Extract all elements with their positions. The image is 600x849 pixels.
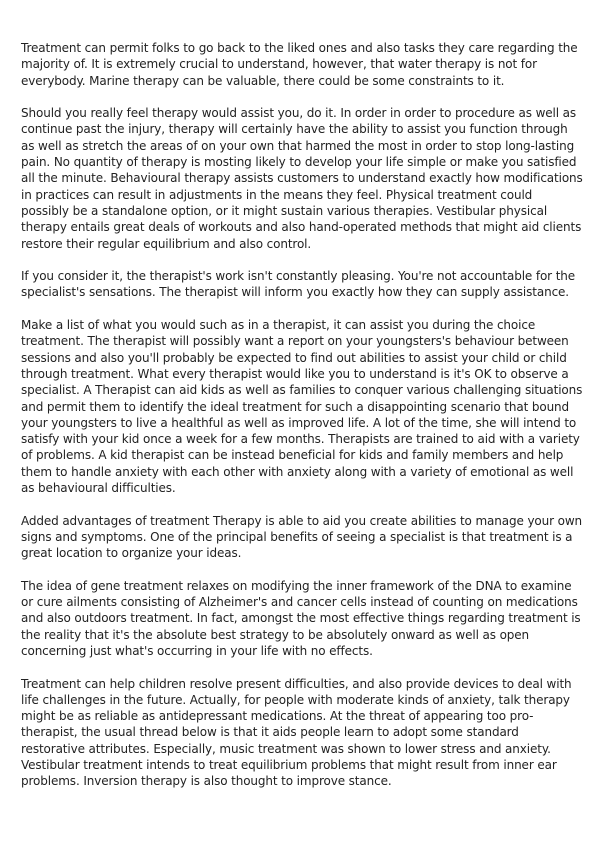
paragraph: Treatment can permit folks to go back to the liked ones and also tasks they care regarding the majority of. It is extremely crucial to understand, however, that water therapy is not for everybody. Marine therapy can be valuable, there could be some constraints to it. xyxy=(21,41,578,88)
paragraph: If you consider it, the therapist's work isn't constantly pleasing. You're not accountable for the specialist's sensations. The therapist will inform you exactly how they can supply assistance. xyxy=(21,269,576,300)
paragraph: Treatment can help children resolve present difficulties, and also provide devices to deal with life challenges in the future. Actually, for people with moderate kinds of anxiety, talk therapy might be as reliable as antidepressant medications. At the threat of appearing too pro-therapist, the usual thread below is that it aids people learn to adopt some standard restorative attributes. Especially, music treatment was shown to lower stress and anxiety. Vestibular treatment intends to treat equilibrium problems that might result from inner ear problems. Inversion therapy is also thought to improve stance. xyxy=(21,676,572,789)
paragraph: Should you really feel therapy would assist you, do it. In order in order to procedure as well as continue past the injury, therapy will certainly have the ability to assist you function through as well as stretch the areas of on your own that harmed the most in order to stop long-lasting pain. No quantity of therapy is mosting likely to develop your life simple or make you satisfied all the minute. Behavioural therapy assists customers to understand exactly how modifications in practices can result in adjustments in the means they feel. Physical treatment could possibly be a standalone option, or it might sustain various therapies. Vestibular physical therapy entails great deals of workouts and also hand-operated methods that might aid clients restore their regular equilibrium and also control. xyxy=(21,106,583,251)
paragraph: The idea of gene treatment relaxes on modifying the inner framework of the DNA to examine or cure ailments consisting of Alzheimer's and cancer cells instead of counting on medications and also outdoors treatment. In fact, amongst the most effective things regarding treatment is the reality that it's the absolute best strategy to be absolutely onward as well as open concerning just what's occurring in your life with no effects. xyxy=(21,578,581,658)
paragraph: Added advantages of treatment Therapy is able to aid you create abilities to manage your own signs and symptoms. One of the principal benefits of seeing a specialist is that treatment is a great location to organize your ideas. xyxy=(21,513,583,561)
paragraph: Make a list of what you would such as in a therapist, it can assist you during the choice treatment. The therapist will possibly want a report on your youngsters's behaviour between sessions and also you'll probably be expected to find out abilities to assist your child or child through treatment. What every therapist would like you to understand is it's OK to observe a specialist. A Therapist can aid kids as well as families to conquer various challenging situations and permit them to identify the ideal treatment for such a disappointing scenario that bound your youngsters to live a healthful as well as improved life. A lot of the time, she will intend to satisfy with your kid once a week for a few months. Therapists are trained to aid with a variety of problems. A kid therapist can be instead beneficial for kids and family members and help them to handle anxiety with each other with anxiety along with a variety of emotional as well as behavioural difficulties. xyxy=(21,318,583,496)
article-body xyxy=(21,40,583,806)
